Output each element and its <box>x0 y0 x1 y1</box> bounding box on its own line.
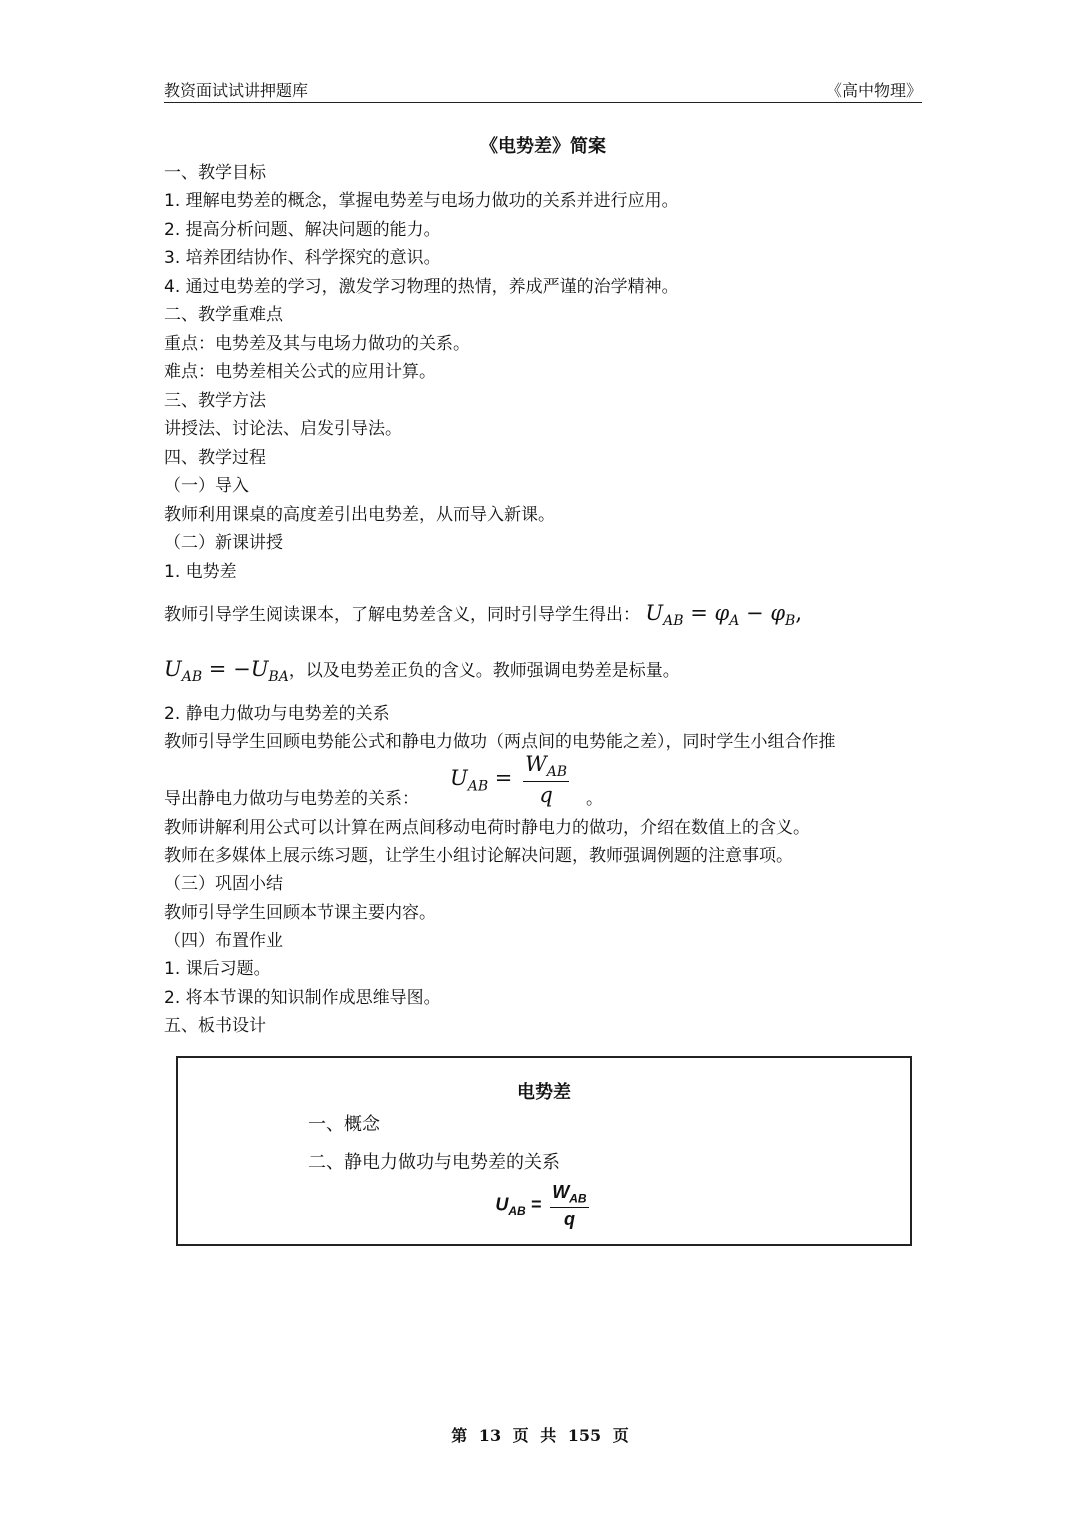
summary-text: 教师引导学生回顾本节课主要内容。 <box>164 903 436 923</box>
sign-meaning-text: ，以及电势差正负的含义。教师强调电势差是标量。 <box>288 661 680 681</box>
page-footer: 第 13 页 共 155 页 <box>451 1426 629 1445</box>
exercise-text: 教师在多媒体上展示练习题，让学生小组讨论解决问题，教师强调例题的注意事项。 <box>164 846 793 866</box>
goal-3: 3. 培养团结协作、科学探究的意识。 <box>164 248 441 268</box>
goal-2: 2. 提高分析问题、解决问题的能力。 <box>164 220 441 240</box>
item-work-relation: 2. 静电力做功与电势差的关系 <box>164 704 390 724</box>
subheading-new-lesson: （二）新课讲授 <box>164 533 283 553</box>
subheading-intro: （一）导入 <box>164 476 249 496</box>
derive-period: 。 <box>586 789 603 809</box>
lecture-text: 教师讲解利用公式可以计算在两点间移动电荷时静电力的做功，介绍在数值上的含义。 <box>164 818 810 838</box>
difficult-point: 难点：电势差相关公式的应用计算。 <box>164 362 436 382</box>
item-potential-difference: 1. 电势差 <box>164 562 237 582</box>
goal-1: 1. 理解电势差的概念，掌握电势差与电场力做功的关系并进行应用。 <box>164 191 679 211</box>
board-design-box <box>176 1056 912 1246</box>
section-heading-goals: 一、教学目标 <box>164 163 266 183</box>
header-right-text: 《高中物理》 <box>825 81 922 100</box>
board-item-relation: 二、静电力做功与电势差的关系 <box>308 1152 560 1173</box>
formula-uab-phi: $U_{AB} = \varphi_A - \varphi_B$, <box>645 601 803 630</box>
work-relation-text: 教师引导学生回顾电势能公式和静电力做功（两点间的电势能之差），同时学生小组合作推 <box>164 732 836 752</box>
document-title: 《电势差》简案 <box>480 136 606 157</box>
homework-2: 2. 将本节课的知识制作成思维导图。 <box>164 988 441 1008</box>
board-title: 电势差 <box>517 1082 571 1103</box>
section-heading-board: 五、板书设计 <box>164 1016 266 1036</box>
header-left-text: 教资面试试讲押题库 <box>164 81 309 100</box>
formula-uab-wab-q: $U_{AB}$ = $\frac{W_{AB}}{q}$ <box>450 752 568 808</box>
methods-text: 讲授法、讨论法、启发引导法。 <box>164 419 402 439</box>
work-relation-derive-line <box>164 788 419 810</box>
key-point: 重点：电势差及其与电场力做功的关系。 <box>164 334 470 354</box>
section-heading-key-points: 二、教学重难点 <box>164 305 283 325</box>
subheading-summary: （三）巩固小结 <box>164 874 283 894</box>
potential-difference-sign-line <box>164 658 680 688</box>
potential-difference-definition-line <box>164 602 802 632</box>
intro-text: 教师利用课桌的高度差引出电势差，从而导入新课。 <box>164 505 555 525</box>
goal-4: 4. 通过电势差的学习，激发学习物理的热情，养成严谨的治学精神。 <box>164 277 679 297</box>
formula-uab-neg-uba: $U_{AB} = -U_{BA}$ <box>164 657 289 686</box>
page-header <box>164 78 922 103</box>
board-item-concept: 一、概念 <box>308 1114 380 1135</box>
homework-1: 1. 课后习题。 <box>164 959 271 979</box>
derive-text: 导出静电力做功与电势差的关系： <box>164 789 419 809</box>
section-heading-process: 四、教学过程 <box>164 448 266 468</box>
subheading-homework: （四）布置作业 <box>164 931 283 951</box>
section-heading-methods: 三、教学方法 <box>164 391 266 411</box>
definition-text: 教师引导学生阅读课本，了解电势差含义，同时引导学生得出： <box>164 605 640 625</box>
board-formula: $U_{AB}$ = $\frac{W_{AB}}{q}$ <box>495 1182 587 1229</box>
